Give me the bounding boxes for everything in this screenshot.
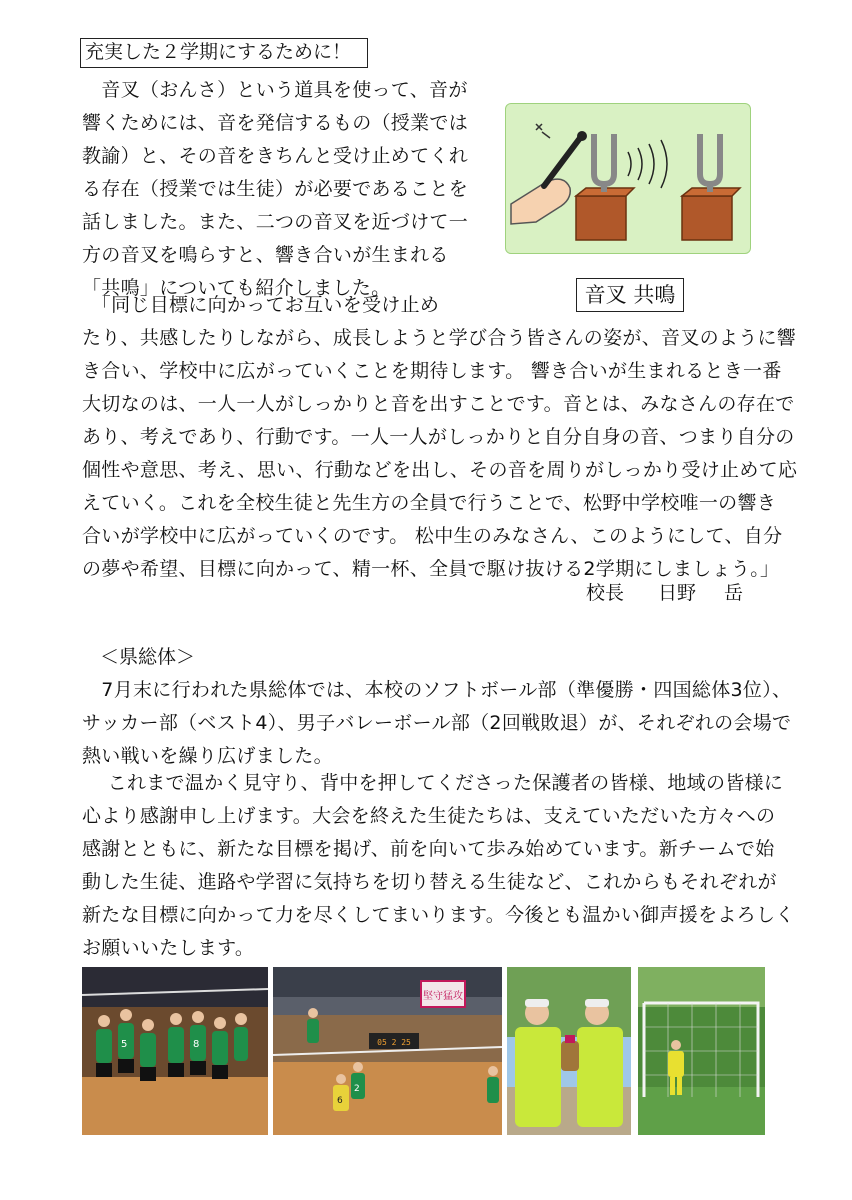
text-line: 個性や意思、考え、思い、行動などを出し、その音を周りがしっかり受け止めて応 <box>82 459 798 481</box>
text-line: 方の音叉を鳴らすと、響き合いが生まれる <box>82 244 449 266</box>
text-line: の夢や希望、目標に向かって、精一杯、全員で駆け抜ける2学期にしましょう。」 <box>82 558 780 580</box>
cheer-banner-text: 堅守猛攻 <box>423 991 463 1002</box>
soccer-goalkeeper-photo <box>638 967 765 1135</box>
text-line: る存在（授業では生徒）が必要であることを <box>82 178 469 200</box>
text-line: 新たな目標に向かって力を尽くしてまいります。今後とも温かい御声援をよろしく <box>82 904 795 926</box>
jersey-number: 2 <box>354 1084 360 1094</box>
signature-family-name: 日野 <box>658 582 697 604</box>
tournament-heading: ＜県総体＞ <box>100 646 196 668</box>
text-line: 心より感謝申し上げます。大会を終えた生徒たちは、支えていただいた方々への <box>82 805 776 827</box>
signature-role: 校長 <box>586 582 625 604</box>
intro-paragraph <box>82 74 468 305</box>
section-title: 充実した２学期にするために！ <box>80 38 368 68</box>
text-line: あり、考えであり、行動です。一人一人がしっかりと自分自身の音、つまり自分の <box>82 426 795 448</box>
text-line: 「同じ目標に向かってお互いを受け止め <box>82 294 440 316</box>
volleyball-match-photo <box>273 967 502 1135</box>
signature-given-name: 岳 <box>724 582 744 604</box>
text-line: 音叉（おんさ）という道具を使って、音が <box>82 79 468 101</box>
tuning-fork-illustration <box>505 103 751 254</box>
text-line: き合い、学校中に広がっていくことを期待します。 響き合いが生まれるとき一番 <box>82 360 782 382</box>
text-line: 合いが学校中に広がっていくのです。 松中生のみなさん、このようにして、自分 <box>82 525 783 547</box>
text-line: お願いいたします。 <box>82 937 255 959</box>
principal-message <box>82 289 797 586</box>
volleyball-team-photo <box>82 967 268 1135</box>
text-line: 感謝とともに、新たな目標を掲げ、前を向いて歩み始めています。新チームで始 <box>82 838 775 860</box>
text-line: 熱い戦いを繰り広げました。 <box>82 745 333 767</box>
text-line: 大切なのは、一人一人がしっかりと音を出すことです。音とは、みなさんの存在で <box>82 393 795 415</box>
text-line: 教諭）と、その音をきちんと受け止めてくれ <box>82 145 469 167</box>
jersey-number: 6 <box>337 1096 343 1106</box>
text-line: これまで温かく見守り、背中を押してくださった保護者の皆様、地域の皆様に <box>82 772 784 794</box>
text-line: サッカー部（ベスト4）、男子バレーボール部（2回戦敗退）が、それぞれの会場で <box>82 712 792 734</box>
text-line: 7月末に行われた県総体では、本校のソフトボール部（準優勝・四国総体3位）、 <box>82 679 792 701</box>
softball-trophy-photo <box>507 967 631 1135</box>
scoreboard-text: 05 2 25 <box>377 1038 411 1047</box>
text-line: たり、共感したりしながら、成長しようと学び合う皆さんの姿が、音叉のように響 <box>82 327 797 349</box>
jersey-number: 8 <box>193 1039 200 1050</box>
text-line: 話しました。また、二つの音叉を近づけて一 <box>82 211 469 233</box>
principal-signature <box>586 578 743 605</box>
text-line: 「共鳴」についても紹介しました。 <box>82 277 391 299</box>
illustration-caption: 音叉 共鳴 <box>576 278 684 312</box>
jersey-number: 5 <box>121 1039 128 1050</box>
text-line: えていく。これを全校生徒と先生方の全員で行うことで、松野中学校唯一の響き <box>82 492 777 514</box>
text-line: 響くためには、音を発信するもの（授業では <box>82 112 469 134</box>
tournament-paragraph <box>82 674 791 773</box>
thanks-paragraph <box>82 767 795 965</box>
tuning-fork-icon <box>506 104 749 252</box>
text-line: 動した生徒、進路や学習に気持ちを切り替える生徒など、これからもそれぞれが <box>82 871 777 893</box>
